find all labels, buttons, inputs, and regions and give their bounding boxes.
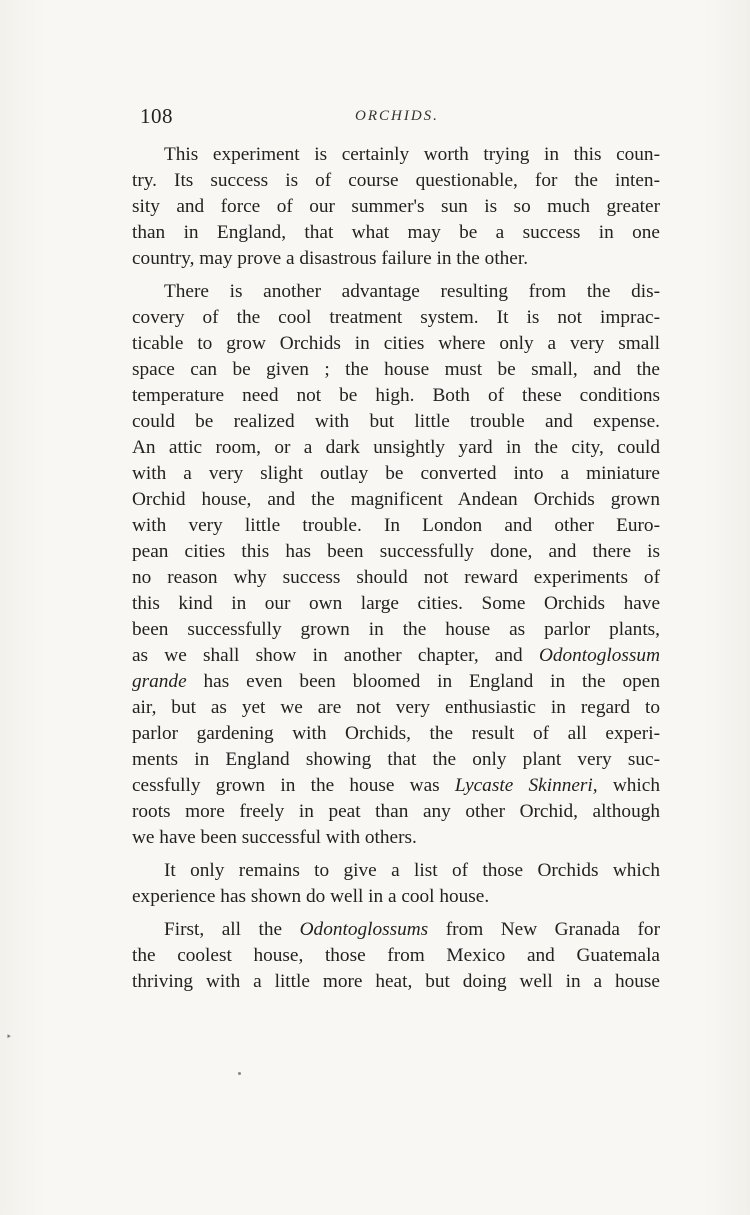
text-line [132,669,660,695]
italic-species-name: grande [132,671,187,692]
text-line: ments in England showing that the only plant very suc- [132,749,660,770]
body-text [132,142,660,1002]
paragraph-2 [132,279,660,851]
text-segment: First, all the [164,919,300,940]
text-line: we have been successful with others. [132,827,417,848]
text-line [132,643,660,669]
text-line: temperature need not be high. Both of these conditions [132,385,660,406]
text-line: roots more freely in peat than any other Orchid, although [132,801,660,822]
text-line: with a very slight outlay be converted into a miniature [132,463,660,484]
text-line: space can be given ; the house must be small, and the [132,359,660,380]
paragraph-4 [132,917,660,995]
margin-speck: ‣ [6,1032,12,1043]
text-segment: which [597,775,660,796]
text-line: no reason why success should not reward experiments of [132,567,660,588]
text-line: experience has shown do well in a cool house. [132,886,490,907]
page-header [140,104,660,134]
text-line: this kind in our own large cities. Some Orchids have [132,593,660,614]
paragraph-1 [132,142,660,272]
text-line: try. Its success is of course questionable, for the inten- [132,170,660,191]
text-line: covery of the cool treatment system. It is not imprac- [132,307,660,328]
italic-species-name: Odontoglossum [538,645,660,666]
italic-species-name: Odontoglossums [299,919,429,940]
text-line: An attic room, or a dark unsightly yard in the city, could [132,437,660,458]
text-line: sity and force of our summer's sun is so much greater [132,196,660,217]
text-line: been successfully grown in the house as parlor plants, [132,619,660,640]
text-line: air, but as yet we are not very enthusiastic in regard to [132,697,660,718]
text-line: There is another advantage resulting from the dis- [164,281,660,302]
paragraph-3 [132,858,660,910]
text-segment: has even been bloomed in England in the open [186,671,660,692]
text-line [132,917,660,943]
text-line: with very little trouble. In London and other Euro- [132,515,660,536]
text-line: the coolest house, those from Mexico and Guatemala [132,945,660,966]
text-line: It only remains to give a list of those Orchids which [164,860,660,881]
text-line: country, may prove a disastrous failure in the other. [132,248,529,269]
text-segment: as we shall show in another chapter, and [132,645,539,666]
text-line: ticable to grow Orchids in cities where only a very small [132,333,660,354]
paper-speck [238,1072,241,1075]
text-line: could be realized with but little trouble and expense. [132,411,660,432]
text-line: parlor gardening with Orchids, the result of all experi- [132,723,660,744]
running-title: ORCHIDS. [355,108,439,124]
text-segment: from New Granada for [428,919,660,940]
text-line: thriving with a little more heat, but doing well in a house [132,971,660,992]
text-line: Orchid house, and the magnificent Andean Orchids grown [132,489,660,510]
page-number: 108 [140,104,173,128]
text-line: than in England, that what may be a success in one [132,222,660,243]
italic-species-name: Lycaste Skinneri, [454,775,598,796]
text-line: This experiment is certainly worth trying in this coun- [164,144,660,165]
text-line [132,773,660,799]
text-segment: cessfully grown in the house was [132,775,455,796]
text-line: pean cities this has been successfully done, and there is [132,541,660,562]
